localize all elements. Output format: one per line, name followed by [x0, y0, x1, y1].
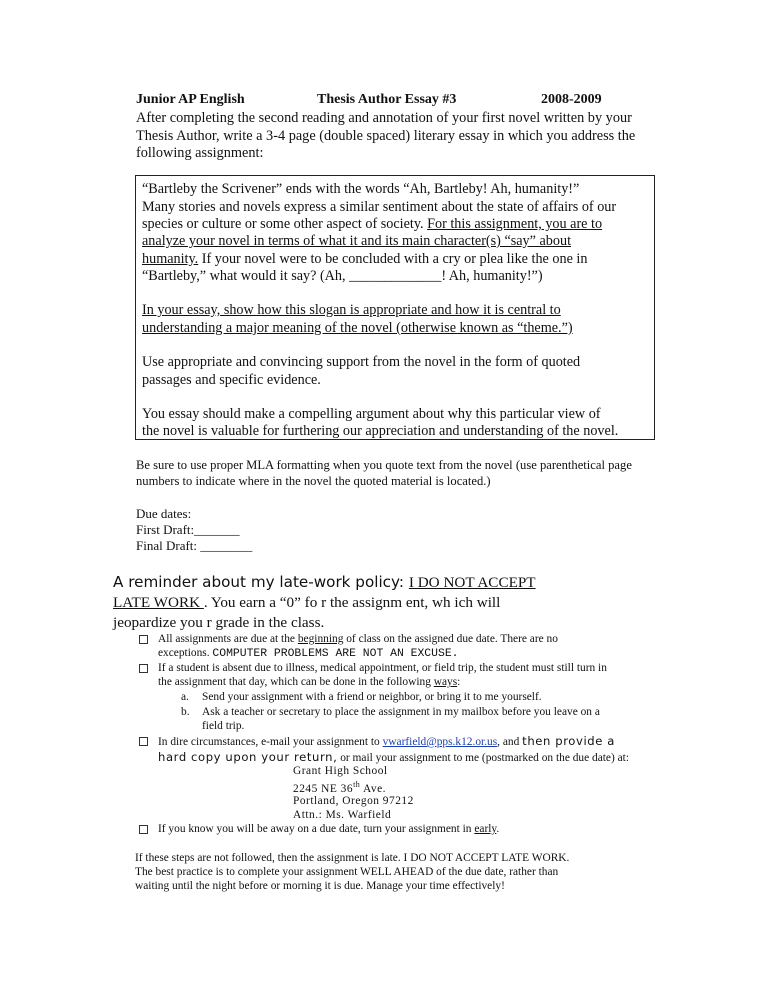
closing-line: If these steps are not followed, then the assignment is late. I DO NOT ACCEPT LATE WORK. — [135, 852, 570, 864]
address-line: Attn.: Ms. Warfield — [293, 809, 392, 821]
box-line: humanity. If your novel were to be concluded with a cry or plea like the one in — [142, 251, 588, 267]
sub-item-label: b. — [181, 706, 190, 718]
box-line: “Bartleby the Scrivener” ends with the words “Ah, Bartleby! Ah, humanity!” — [142, 181, 580, 197]
policy-item: exceptions. COMPUTER PROBLEMS ARE NOT AN EXCUSE. — [158, 647, 459, 660]
box-line: understanding a major meaning of the novel (otherwise known as “theme.”) — [142, 320, 573, 336]
policy-item: hard copy upon your return, or mail your assignment to me (postmarked on the due date) at: — [158, 750, 630, 764]
checkbox-bullet-icon — [139, 635, 148, 644]
policy-item: If a student is absent due to illness, medical appointment, or field trip, the student must still turn in — [158, 662, 607, 674]
closing-line: The best practice is to complete your assignment WELL AHEAD of the due date, rather than — [135, 866, 559, 878]
sub-item-label: a. — [181, 691, 189, 703]
address-line: Portland, Oregon 97212 — [293, 795, 414, 807]
box-line: passages and specific evidence. — [142, 372, 321, 388]
policy-item: the assignment that day, which can be done in the following ways: — [158, 676, 461, 688]
checkbox-bullet-icon — [139, 664, 148, 673]
address-line: Grant High School — [293, 765, 388, 777]
box-line: You essay should make a compelling argument about why this particular view of — [142, 406, 601, 422]
final-draft-date: Final Draft: ________ — [136, 538, 253, 553]
sub-item: field trip. — [202, 720, 245, 732]
policy-item: In dire circumstances, e-mail your assignment to vwarfield@pps.k12.or.us, and then provide a — [158, 734, 615, 748]
due-dates-label: Due dates: — [136, 506, 192, 521]
school-year: 2008-2009 — [541, 92, 602, 107]
sub-item: Send your assignment with a friend or neighbor, or bring it to me yourself. — [202, 691, 542, 703]
course-name: Junior AP English — [136, 92, 245, 107]
box-line: Many stories and novels express a similar sentiment about the state of affairs of our — [142, 199, 617, 215]
assignment-title: Thesis Author Essay #3 — [317, 92, 457, 107]
first-draft-date: First Draft:_______ — [136, 522, 240, 537]
sub-item: Ask a teacher or secretary to place the assignment in my mailbox before you leave on a — [202, 706, 600, 718]
box-line: “Bartleby,” what would it say? (Ah, _____________! Ah, humanity!”) — [142, 268, 543, 284]
policy-item: If you know you will be away on a due date, turn your assignment in early. — [158, 823, 500, 835]
reminder-line: LATE WORK . You earn a “0” fo r the assignm ent, wh ich will — [113, 594, 501, 611]
box-line: Use appropriate and convincing support from the novel in the form of quoted — [142, 354, 581, 370]
box-line: analyze your novel in terms of what it and its main character(s) “say” about — [142, 233, 572, 249]
address-line: 2245 NE 36th Ave. — [293, 780, 386, 795]
box-line: the novel is valuable for furthering our appreciation and understanding of the novel. — [142, 423, 619, 439]
intro-paragraph: After completing the second reading and annotation of your first novel written by your Thesis Author, write a 3-4 page (double spaced) literary essay in which you address the following assignment: — [136, 110, 636, 161]
reminder-heading: A reminder about my late-work policy: I DO NOT ACCEPT — [113, 573, 536, 591]
mla-note: Be sure to use proper MLA formatting when you quote text from the novel (use parenthetical page numbers to indicate where in the novel the quoted material is located.) — [136, 458, 632, 488]
checkbox-bullet-icon — [139, 825, 148, 834]
box-line: species or culture or some other aspect of society. For this assignment, you are to — [142, 216, 603, 232]
closing-line: waiting until the night before or morning it is due. Manage your time effectively! — [135, 880, 505, 892]
policy-item: All assignments are due at the beginning of class on the assigned due date. There are no — [158, 633, 558, 645]
email-link[interactable]: vwarfield@pps.k12.or.us — [382, 736, 498, 748]
box-line: In your essay, show how this slogan is appropriate and how it is central to — [142, 302, 561, 318]
checkbox-bullet-icon — [139, 737, 148, 746]
reminder-line: jeopardize you r grade in the class. — [113, 614, 325, 631]
